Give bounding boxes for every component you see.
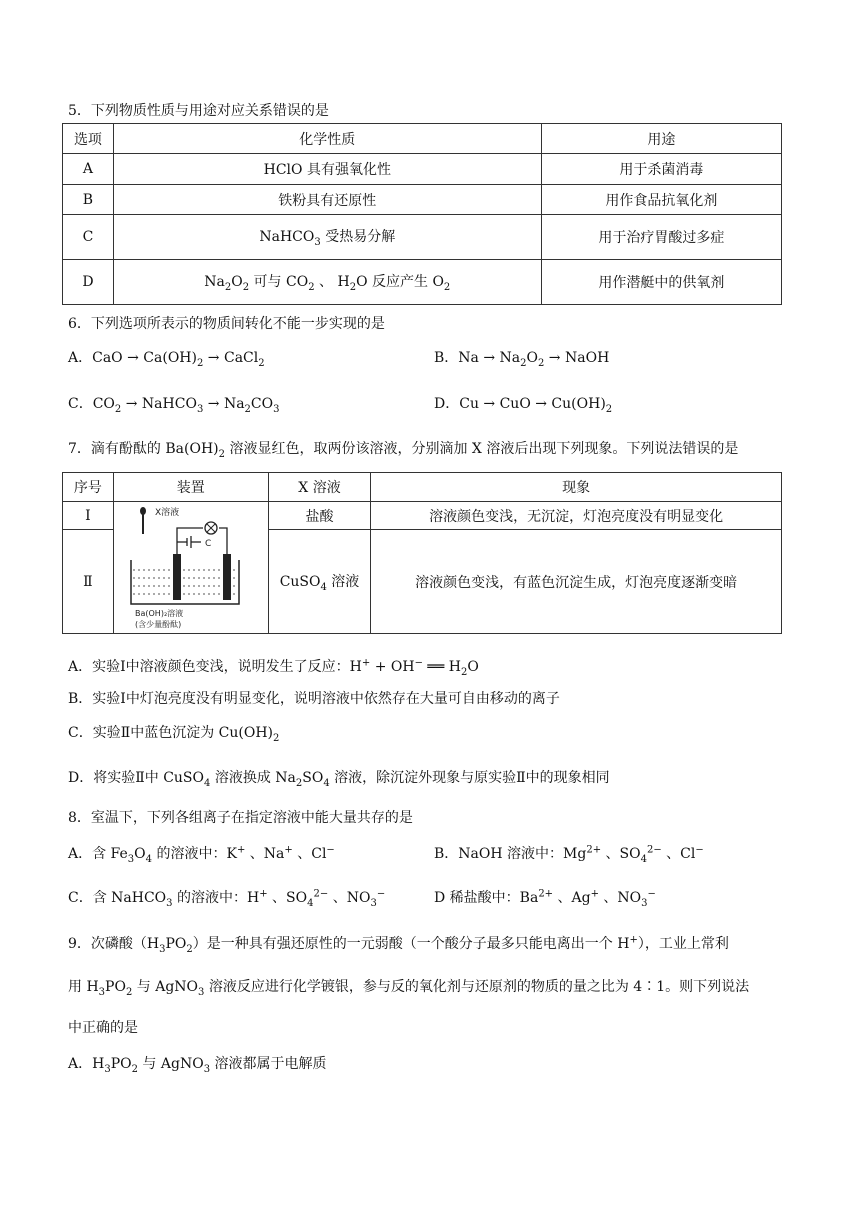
q6-option-a: A．CaO → $Ca(OH)_2$ → CaCl$_2$	[68, 350, 265, 369]
q5-row-a-property: HClO 具有强氧化性	[113, 154, 541, 185]
q7-row1-phenomenon: 溶液颜色变浅，无沉淀，灯泡亮度没有明显变化	[371, 502, 782, 530]
q7-row1-x: 盐酸	[268, 502, 371, 530]
q9-line2: 用 $H_3PO_2$ 与 AgNO$_3$ 溶液反应进行化学镀银，参与反的氧化剂与还原剂的物质的量之比为 4∶1。则下列说法	[68, 979, 750, 998]
q7-apparatus-cell	[113, 502, 268, 634]
q7-table	[62, 472, 782, 634]
q8-stem: 8．室温下，下列各组离子在指定溶液中能大量共存的是	[68, 810, 413, 826]
q5-stem: 5．下列物质性质与用途对应关系错误的是	[68, 103, 329, 119]
table-row	[63, 215, 782, 260]
q8-option-a: A．含 $Fe_3O_4$ 的溶液中：K+ 、Na+ 、Cl−	[68, 844, 335, 865]
q7-row2-x: CuSO$_4$ 溶液	[268, 530, 371, 634]
q7-header-apparatus: 装置	[113, 473, 268, 502]
apparatus-top-label: X溶液	[154, 507, 179, 518]
apparatus-solution-label: Ba(OH)₂溶液	[134, 608, 183, 618]
table-row	[63, 154, 782, 185]
apparatus-indicator-label: (含少量酚酞)	[134, 619, 181, 629]
q9-line1: 9．次磷酸$(H_3PO_2)$是一种具有强还原性的一元弱酸（一个酸分子最多只能电离出一个 H+），工业上常利	[68, 934, 729, 955]
q7-option-c: C．实验Ⅱ中蓝色沉淀为 $Cu(OH)_2$	[68, 725, 280, 744]
table-row	[63, 260, 782, 305]
q7-header-no: 序号	[63, 473, 114, 502]
q9-line3: 中正确的是	[68, 1020, 138, 1036]
q6-option-c: C．$CO_2$ → NaHCO$_3$ → $Na_2CO_3$	[68, 396, 280, 415]
q5-row-d-property: $Na_2O_2$ 可与 $CO_2$ 、 $H_2O$ 反应产生 $O_2$	[113, 260, 541, 305]
q7-stem: 7．滴有酚酞的 $Ba(OH)_2$ 溶液显红色，取两份该溶液，分别滴加 X 溶液后出现下列现象。下列说法错误的是	[68, 441, 739, 460]
apparatus-c-label: C	[204, 538, 212, 549]
q5-row-c-use: 用于治疗胃酸过多症	[541, 215, 781, 260]
q5-row-d-use: 用作潜艇中的供氧剂	[541, 260, 781, 305]
q5-row-c-option: C	[63, 215, 114, 260]
q6-stem: 6．下列选项所表示的物质间转化不能一步实现的是	[68, 316, 385, 332]
q8-option-b: B．NaOH 溶液中：$Mg^{2+}$ 、$SO_4^{2-}$ 、Cl−	[434, 844, 704, 865]
q5-row-c-property: NaHCO$_3$ 受热易分解	[113, 215, 541, 260]
q6-option-d: D．Cu → CuO → $Cu(OH)_2$	[434, 396, 613, 415]
q5-row-b-option: B	[63, 185, 114, 215]
table-row	[63, 502, 782, 530]
q7-option-d: D．将实验Ⅱ中 CuSO$_4$ 溶液换成 $Na_2SO_4$ 溶液，除沉淀外现象与原实验Ⅱ中的现象相同	[68, 770, 610, 789]
q8-option-c: C．含 NaHCO$_3$ 的溶液中：H+ 、$SO_4^{2-}$ 、$NO_3^-$	[68, 888, 386, 909]
q9-option-a: A．$H_3PO_2$ 与 AgNO$_3$ 溶液都属于电解质	[68, 1056, 327, 1075]
q5-table	[62, 123, 782, 305]
q5-header-use: 用途	[541, 124, 781, 154]
q5-row-a-option: A	[63, 154, 114, 185]
q6-option-b: B．$Na \to Na_2O_2$ → NaOH	[434, 350, 610, 369]
q5-row-b-use: 用作食品抗氧化剂	[541, 185, 781, 215]
q8-option-d: D 稀盐酸中：$Ba^{2+}$ 、Ag+ 、$NO_3^-$	[434, 888, 656, 909]
q7-row2-phenomenon: 溶液颜色变浅，有蓝色沉淀生成，灯泡亮度逐渐变暗	[371, 530, 782, 634]
q7-row1-no: Ⅰ	[63, 502, 114, 530]
electrolysis-apparatus-diagram	[121, 504, 261, 632]
q5-row-d-option: D	[63, 260, 114, 305]
q7-option-a: A．实验Ⅰ中溶液颜色变浅，说明发生了反应：H+ + OH− ══ $H_2O$	[68, 657, 479, 678]
q7-header-phenomenon: 现象	[371, 473, 782, 502]
q7-header-x-solution: X 溶液	[268, 473, 371, 502]
q5-row-a-use: 用于杀菌消毒	[541, 154, 781, 185]
q5-header-option: 选项	[63, 124, 114, 154]
q5-header-property: 化学性质	[113, 124, 541, 154]
q7-option-b: B．实验Ⅰ中灯泡亮度没有明显变化，说明溶液中依然存在大量可自由移动的离子	[68, 691, 560, 707]
q7-row2-no: Ⅱ	[63, 530, 114, 634]
table-row	[63, 185, 782, 215]
q5-row-b-property: 铁粉具有还原性	[113, 185, 541, 215]
